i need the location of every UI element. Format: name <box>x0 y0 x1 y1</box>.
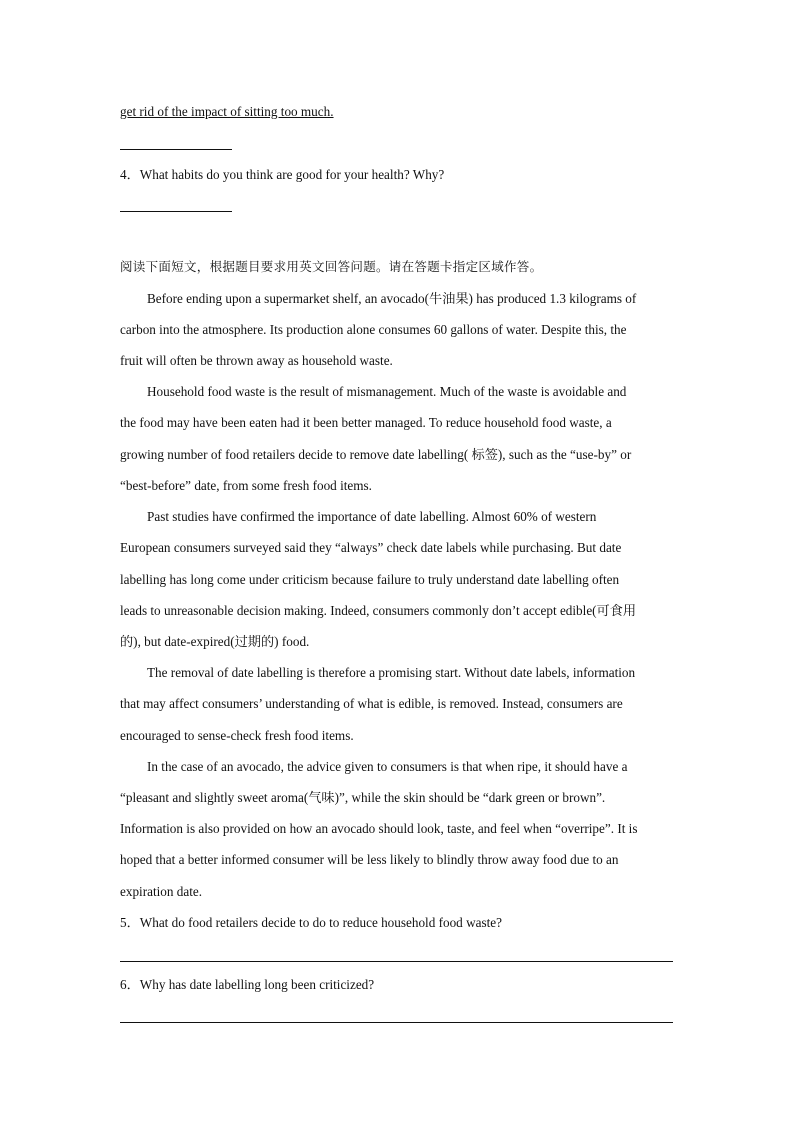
question-5: 5．What do food retailers decide to do to reduce household food waste? <box>120 915 502 930</box>
passage-line: “best-before” date, from some fresh food items. <box>120 478 372 493</box>
question-6: 6．Why has date labelling long been criticized? <box>120 977 375 992</box>
passage-line: growing number of food retailers decide to remove date labelling( 标签), such as the “use-by” or <box>120 447 632 462</box>
passage-line: Household food waste is the result of mismanagement. Much of the waste is avoidable and <box>147 384 627 399</box>
passage-line: “pleasant and slightly sweet aroma(气味)”, while the skin should be “dark green or brown”. <box>120 790 606 805</box>
passage-line: The removal of date labelling is therefore a promising start. Without date labels, information <box>147 665 636 680</box>
answer-line-6[interactable] <box>120 1022 673 1023</box>
previous-answer-text: get rid of the impact of sitting too much. <box>120 104 334 119</box>
answer-line-3[interactable] <box>120 149 232 150</box>
passage-line: Information is also provided on how an avocado should look, taste, and feel when “overripe”. It is <box>120 821 638 836</box>
passage-line: the food may have been eaten had it been better managed. To reduce household food waste, a <box>120 415 612 430</box>
answer-line-4[interactable] <box>120 211 232 212</box>
question-4: 4．What habits do you think are good for your health? Why? <box>120 167 445 182</box>
passage-line: In the case of an avocado, the advice given to consumers is that when ripe, it should have a <box>147 759 628 774</box>
passage-line: encouraged to sense-check fresh food items. <box>120 728 354 743</box>
passage-line: labelling has long come under criticism because failure to truly understand date labelling often <box>120 572 620 587</box>
answer-line-5[interactable] <box>120 961 673 962</box>
passage-line: expiration date. <box>120 884 203 899</box>
passage-line: carbon into the atmosphere. Its production alone consumes 60 gallons of water. Despite this, the <box>120 322 627 337</box>
passage-line: 的), but date-expired(过期的) food. <box>120 634 310 649</box>
instruction-text: 阅读下面短文，根据题目要求用英文回答问题。请在答题卡指定区域作答。 <box>120 259 543 274</box>
passage-line: leads to unreasonable decision making. Indeed, consumers commonly don’t accept edible(可食用 <box>120 603 637 618</box>
passage-line: Before ending upon a supermarket shelf, an avocado(牛油果) has produced 1.3 kilograms of <box>147 291 637 306</box>
passage-line: hoped that a better informed consumer will be less likely to blindly throw away food due to an <box>120 852 619 867</box>
passage-line: European consumers surveyed said they “always” check date labels while purchasing. But date <box>120 540 622 555</box>
passage-line: Past studies have confirmed the importance of date labelling. Almost 60% of western <box>147 509 597 524</box>
passage-line: that may affect consumers’ understanding of what is edible, is removed. Instead, consumers are <box>120 696 623 711</box>
passage-line: fruit will often be thrown away as household waste. <box>120 353 393 368</box>
